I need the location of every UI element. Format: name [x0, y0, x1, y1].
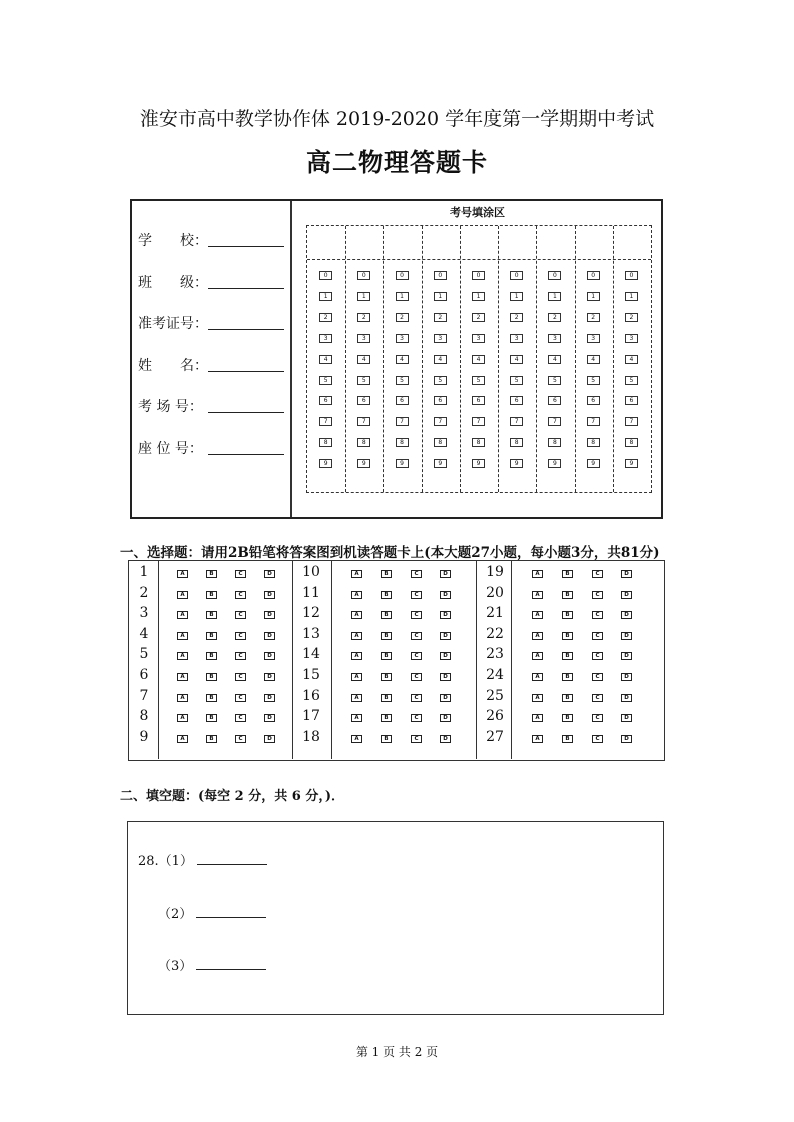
question-number: 24 — [486, 667, 504, 683]
option-bubble-b[interactable]: B — [381, 632, 392, 640]
digit-bubble[interactable]: 8 — [434, 438, 447, 447]
option-bubble-d[interactable]: D — [621, 652, 632, 660]
digit-bubble[interactable]: 7 — [548, 417, 561, 426]
grid-column-divider — [345, 226, 346, 492]
question-number: 9 — [139, 728, 149, 745]
option-bubble-b[interactable]: B — [206, 632, 217, 640]
digit-bubble[interactable]: 5 — [587, 376, 600, 385]
option-bubble-a[interactable]: A — [532, 694, 543, 702]
option-bubble-b[interactable]: B — [381, 611, 392, 619]
field-input-line[interactable] — [208, 454, 284, 455]
question-number: 22 — [486, 625, 504, 642]
option-bubble-b[interactable]: B — [562, 673, 573, 681]
option-bubble-d[interactable]: D — [264, 632, 275, 640]
digit-write-box[interactable] — [498, 226, 536, 259]
option-bubble-c[interactable]: C — [592, 694, 603, 702]
blank-answer-line[interactable] — [196, 958, 266, 970]
option-bubble-b[interactable]: B — [206, 694, 217, 702]
digit-bubble[interactable]: 3 — [434, 334, 447, 343]
digit-bubble[interactable]: 5 — [510, 376, 523, 385]
digit-bubble[interactable]: 2 — [319, 313, 332, 322]
option-bubble-c[interactable]: C — [235, 694, 246, 702]
blank-label: （3） — [158, 959, 193, 974]
digit-bubble[interactable]: 0 — [472, 271, 485, 280]
question-number: 1 — [139, 564, 149, 580]
option-bubble-c[interactable]: C — [411, 694, 422, 702]
question-number: 15 — [302, 667, 320, 683]
digit-write-box[interactable] — [345, 226, 383, 259]
option-bubble-a[interactable]: A — [177, 570, 188, 578]
option-bubble-c[interactable]: C — [592, 611, 603, 619]
option-bubble-b[interactable]: B — [562, 714, 573, 722]
digit-bubble[interactable]: 8 — [548, 438, 561, 447]
section1-title: 一、选择题：请用2B铅笔将答案图到机读答题卡上(本大题27小题，每小题3分，共81分) — [120, 545, 660, 561]
digit-bubble[interactable]: 9 — [396, 459, 409, 468]
digit-bubble[interactable]: 6 — [472, 396, 485, 405]
digit-bubble[interactable]: 1 — [472, 292, 485, 301]
question-number: 27 — [486, 728, 504, 745]
option-bubble-a[interactable]: A — [351, 735, 362, 743]
option-bubble-b[interactable]: B — [562, 570, 573, 578]
column-divider — [511, 561, 512, 759]
digit-bubble[interactable]: 9 — [510, 459, 523, 468]
digit-bubble[interactable]: 2 — [357, 313, 370, 322]
option-bubble-a[interactable]: A — [177, 735, 188, 743]
option-bubble-d[interactable]: D — [264, 714, 275, 722]
digit-bubble[interactable]: 7 — [357, 417, 370, 426]
grid-column-divider — [536, 226, 537, 492]
question-number: 14 — [302, 646, 320, 663]
digit-bubble[interactable]: 6 — [510, 396, 523, 405]
grid-column-divider — [575, 226, 576, 492]
digit-bubble[interactable]: 7 — [434, 417, 447, 426]
option-bubble-c[interactable]: C — [592, 714, 603, 722]
option-bubble-d[interactable]: D — [264, 652, 275, 660]
option-bubble-c[interactable]: C — [411, 591, 422, 599]
digit-bubble[interactable]: 8 — [357, 438, 370, 447]
option-bubble-b[interactable]: B — [381, 694, 392, 702]
digit-bubble[interactable]: 8 — [396, 438, 409, 447]
question-number: 5 — [139, 646, 149, 663]
digit-bubble[interactable]: 8 — [587, 438, 600, 447]
grid-column-divider — [498, 226, 499, 492]
digit-write-box[interactable] — [613, 226, 651, 259]
question-number: 19 — [486, 564, 504, 580]
digit-write-box[interactable] — [422, 226, 460, 259]
digit-bubble[interactable]: 8 — [510, 438, 523, 447]
option-bubble-c[interactable]: C — [235, 673, 246, 681]
option-bubble-c[interactable]: C — [235, 591, 246, 599]
digit-bubble[interactable]: 4 — [434, 355, 447, 364]
option-bubble-c[interactable]: C — [592, 673, 603, 681]
digit-bubble[interactable]: 0 — [625, 271, 638, 280]
digit-bubble[interactable]: 9 — [548, 459, 561, 468]
digit-bubble[interactable]: 1 — [510, 292, 523, 301]
digit-bubble[interactable]: 9 — [319, 459, 332, 468]
digit-bubble[interactable]: 1 — [587, 292, 600, 301]
blank-row — [158, 903, 266, 922]
blank-row — [158, 955, 266, 974]
option-bubble-a[interactable]: A — [177, 632, 188, 640]
option-bubble-d[interactable]: D — [440, 591, 451, 599]
digit-bubble[interactable]: 5 — [472, 376, 485, 385]
question-number: 21 — [486, 605, 504, 622]
digit-bubble[interactable]: 2 — [472, 313, 485, 322]
digit-bubble[interactable]: 6 — [625, 396, 638, 405]
digit-bubble[interactable]: 1 — [396, 292, 409, 301]
option-bubble-d[interactable]: D — [264, 694, 275, 702]
option-bubble-d[interactable]: D — [621, 611, 632, 619]
digit-bubble[interactable]: 3 — [587, 334, 600, 343]
digit-bubble[interactable]: 6 — [319, 396, 332, 405]
option-bubble-d[interactable]: D — [440, 611, 451, 619]
digit-bubble[interactable]: 0 — [510, 271, 523, 280]
option-bubble-c[interactable]: C — [592, 570, 603, 578]
digit-bubble[interactable]: 4 — [357, 355, 370, 364]
option-bubble-a[interactable]: A — [177, 652, 188, 660]
blank-label: 28.（1） — [138, 854, 193, 869]
option-bubble-c[interactable]: C — [411, 632, 422, 640]
option-bubble-a[interactable]: A — [532, 632, 543, 640]
question-number: 23 — [486, 646, 504, 663]
option-bubble-c[interactable]: C — [411, 673, 422, 681]
field-input-line[interactable] — [208, 412, 284, 413]
option-bubble-b[interactable]: B — [562, 735, 573, 743]
option-bubble-d[interactable]: D — [440, 714, 451, 722]
question-number: 11 — [302, 584, 320, 601]
digit-bubble[interactable]: 9 — [625, 459, 638, 468]
student-info-box — [130, 199, 663, 519]
digit-bubble[interactable]: 7 — [319, 417, 332, 426]
exam-subtitle: 淮安市高中教学协作体 2019-2020 学年度第一学期期中考试 — [139, 108, 655, 130]
digit-bubble[interactable]: 3 — [510, 334, 523, 343]
column-divider — [292, 561, 293, 759]
option-bubble-b[interactable]: B — [381, 591, 392, 599]
option-bubble-d[interactable]: D — [264, 570, 275, 578]
digit-bubble[interactable]: 3 — [472, 334, 485, 343]
digit-write-box[interactable] — [307, 226, 345, 259]
option-bubble-b[interactable]: B — [381, 570, 392, 578]
option-bubble-b[interactable]: B — [381, 714, 392, 722]
option-bubble-a[interactable]: A — [177, 673, 188, 681]
option-bubble-a[interactable]: A — [177, 694, 188, 702]
field-label: 姓 名： — [138, 357, 208, 374]
field-label: 学 校： — [138, 233, 208, 249]
option-bubble-d[interactable]: D — [440, 652, 451, 660]
digit-bubble[interactable]: 1 — [434, 292, 447, 301]
option-bubble-c[interactable]: C — [235, 714, 246, 722]
option-bubble-a[interactable]: A — [351, 570, 362, 578]
digit-bubble[interactable]: 1 — [357, 292, 370, 301]
question-number: 26 — [486, 708, 504, 725]
option-bubble-c[interactable]: C — [235, 632, 246, 640]
digit-bubble[interactable]: 1 — [548, 292, 561, 301]
digit-bubble[interactable]: 3 — [396, 334, 409, 343]
digit-bubble[interactable]: 4 — [472, 355, 485, 364]
question-number: 12 — [302, 605, 320, 622]
option-bubble-b[interactable]: B — [206, 611, 217, 619]
blank-row — [138, 850, 267, 869]
digit-bubble[interactable]: 0 — [319, 271, 332, 280]
fill-in-box — [127, 821, 664, 1015]
option-bubble-b[interactable]: B — [381, 652, 392, 660]
grid-header-divider — [307, 259, 651, 260]
digit-bubble[interactable]: 5 — [434, 376, 447, 385]
digit-bubble[interactable]: 9 — [434, 459, 447, 468]
field-input-line[interactable] — [208, 246, 284, 247]
option-bubble-d[interactable]: D — [264, 673, 275, 681]
digit-bubble[interactable]: 5 — [357, 376, 370, 385]
digit-bubble[interactable]: 3 — [625, 334, 638, 343]
option-bubble-b[interactable]: B — [562, 652, 573, 660]
option-bubble-b[interactable]: B — [206, 570, 217, 578]
option-bubble-c[interactable]: C — [235, 611, 246, 619]
option-bubble-c[interactable]: C — [411, 714, 422, 722]
digit-bubble[interactable]: 9 — [587, 459, 600, 468]
digit-bubble[interactable]: 4 — [319, 355, 332, 364]
option-bubble-c[interactable]: C — [411, 611, 422, 619]
digit-bubble[interactable]: 6 — [396, 396, 409, 405]
question-number: 3 — [139, 605, 149, 622]
option-bubble-a[interactable]: A — [351, 591, 362, 599]
section2-title: 二、填空题：(每空 2 分，共 6 分，)． — [120, 789, 344, 804]
option-bubble-b[interactable]: B — [562, 611, 573, 619]
digit-write-box[interactable] — [575, 226, 613, 259]
digit-bubble[interactable]: 3 — [548, 334, 561, 343]
option-bubble-d[interactable]: D — [621, 714, 632, 722]
option-bubble-a[interactable]: A — [177, 611, 188, 619]
page-title: 高二物理答题卡 — [305, 148, 488, 177]
digit-bubble[interactable]: 4 — [587, 355, 600, 364]
digit-bubble[interactable]: 7 — [587, 417, 600, 426]
blank-answer-line[interactable] — [196, 906, 266, 918]
field-input-line[interactable] — [208, 288, 284, 289]
question-number: 4 — [139, 625, 149, 642]
digit-bubble[interactable]: 0 — [548, 271, 561, 280]
question-number: 13 — [302, 625, 320, 642]
option-bubble-a[interactable]: A — [351, 652, 362, 660]
digit-bubble[interactable]: 6 — [548, 396, 561, 405]
digit-bubble[interactable]: 4 — [625, 355, 638, 364]
digit-bubble[interactable]: 5 — [548, 376, 561, 385]
option-bubble-b[interactable]: B — [562, 694, 573, 702]
option-bubble-b[interactable]: B — [206, 652, 217, 660]
option-bubble-a[interactable]: A — [351, 611, 362, 619]
digit-bubble[interactable]: 3 — [357, 334, 370, 343]
option-bubble-a[interactable]: A — [177, 714, 188, 722]
option-bubble-d[interactable]: D — [440, 735, 451, 743]
option-bubble-c[interactable]: C — [235, 570, 246, 578]
digit-bubble[interactable]: 6 — [357, 396, 370, 405]
digit-bubble[interactable]: 2 — [548, 313, 561, 322]
option-bubble-a[interactable]: A — [532, 591, 543, 599]
option-bubble-b[interactable]: B — [562, 591, 573, 599]
option-bubble-a[interactable]: A — [351, 694, 362, 702]
blank-label: （2） — [158, 907, 193, 922]
digit-write-box[interactable] — [383, 226, 421, 259]
page-footer: 第 1 页 共 2 页 — [355, 1045, 439, 1059]
digit-bubble[interactable]: 2 — [625, 313, 638, 322]
option-bubble-b[interactable]: B — [381, 735, 392, 743]
option-bubble-d[interactable]: D — [621, 735, 632, 743]
option-bubble-d[interactable]: D — [264, 735, 275, 743]
digit-bubble[interactable]: 2 — [434, 313, 447, 322]
option-bubble-c[interactable]: C — [411, 652, 422, 660]
digit-bubble[interactable]: 2 — [587, 313, 600, 322]
option-bubble-d[interactable]: D — [264, 611, 275, 619]
option-bubble-a[interactable]: A — [532, 570, 543, 578]
digit-bubble[interactable]: 3 — [319, 334, 332, 343]
digit-bubble[interactable]: 2 — [510, 313, 523, 322]
option-bubble-c[interactable]: C — [592, 591, 603, 599]
grid-column-divider — [383, 226, 384, 492]
multiple-choice-table — [128, 560, 665, 761]
divider — [290, 201, 292, 517]
option-bubble-d[interactable]: D — [621, 673, 632, 681]
question-number: 6 — [139, 667, 149, 683]
option-bubble-c[interactable]: C — [411, 570, 422, 578]
field-label: 座 位 号： — [138, 440, 203, 457]
digit-bubble[interactable]: 7 — [625, 417, 638, 426]
digit-bubble[interactable]: 7 — [472, 417, 485, 426]
option-bubble-c[interactable]: C — [235, 735, 246, 743]
option-bubble-b[interactable]: B — [381, 673, 392, 681]
question-number: 8 — [139, 708, 149, 725]
grid-column-divider — [613, 226, 614, 492]
option-bubble-a[interactable]: A — [532, 652, 543, 660]
option-bubble-c[interactable]: C — [592, 735, 603, 743]
option-bubble-d[interactable]: D — [621, 632, 632, 640]
option-bubble-b[interactable]: B — [206, 591, 217, 599]
column-divider — [476, 561, 477, 759]
option-bubble-c[interactable]: C — [592, 652, 603, 660]
option-bubble-a[interactable]: A — [351, 714, 362, 722]
question-number: 16 — [302, 687, 320, 704]
digit-bubble[interactable]: 6 — [434, 396, 447, 405]
digit-bubble[interactable]: 5 — [319, 376, 332, 385]
option-bubble-b[interactable]: B — [206, 735, 217, 743]
option-bubble-a[interactable]: A — [177, 591, 188, 599]
field-input-line[interactable] — [208, 329, 284, 330]
blank-answer-line[interactable] — [197, 853, 267, 865]
digit-bubble[interactable]: 9 — [357, 459, 370, 468]
question-number: 17 — [302, 708, 320, 725]
digit-bubble[interactable]: 6 — [587, 396, 600, 405]
digit-write-box[interactable] — [460, 226, 498, 259]
option-bubble-d[interactable]: D — [264, 591, 275, 599]
option-bubble-d[interactable]: D — [621, 591, 632, 599]
option-bubble-d[interactable]: D — [621, 694, 632, 702]
grid-column-divider — [460, 226, 461, 492]
option-bubble-a[interactable]: A — [532, 673, 543, 681]
option-bubble-a[interactable]: A — [532, 735, 543, 743]
digit-bubble[interactable]: 8 — [625, 438, 638, 447]
question-number: 7 — [139, 687, 149, 704]
option-bubble-c[interactable]: C — [592, 632, 603, 640]
digit-bubble[interactable]: 0 — [357, 271, 370, 280]
exam-id-zone-title: 考号填涂区 — [450, 206, 505, 219]
question-number: 2 — [139, 584, 149, 601]
option-bubble-a[interactable]: A — [351, 673, 362, 681]
digit-write-box[interactable] — [536, 226, 574, 259]
digit-bubble[interactable]: 1 — [625, 292, 638, 301]
digit-bubble[interactable]: 0 — [587, 271, 600, 280]
option-bubble-b[interactable]: B — [206, 714, 217, 722]
option-bubble-d[interactable]: D — [440, 694, 451, 702]
digit-bubble[interactable]: 8 — [319, 438, 332, 447]
digit-bubble[interactable]: 0 — [434, 271, 447, 280]
digit-bubble[interactable]: 4 — [396, 355, 409, 364]
digit-bubble[interactable]: 2 — [396, 313, 409, 322]
digit-bubble[interactable]: 8 — [472, 438, 485, 447]
option-bubble-a[interactable]: A — [351, 632, 362, 640]
question-number: 18 — [302, 728, 320, 745]
option-bubble-c[interactable]: C — [235, 652, 246, 660]
digit-bubble[interactable]: 5 — [396, 376, 409, 385]
option-bubble-d[interactable]: D — [440, 632, 451, 640]
field-label: 班 级： — [138, 274, 208, 291]
question-number: 10 — [302, 564, 320, 580]
digit-bubble[interactable]: 4 — [510, 355, 523, 364]
column-divider — [331, 561, 332, 759]
digit-bubble[interactable]: 9 — [472, 459, 485, 468]
digit-bubble[interactable]: 7 — [510, 417, 523, 426]
question-number: 20 — [486, 584, 504, 601]
digit-bubble[interactable]: 0 — [396, 271, 409, 280]
option-bubble-a[interactable]: A — [532, 714, 543, 722]
digit-bubble[interactable]: 1 — [319, 292, 332, 301]
option-bubble-c[interactable]: C — [411, 735, 422, 743]
option-bubble-b[interactable]: B — [206, 673, 217, 681]
field-label: 考 场 号： — [138, 399, 203, 415]
option-bubble-d[interactable]: D — [621, 570, 632, 578]
option-bubble-a[interactable]: A — [532, 611, 543, 619]
field-label: 准考证号： — [138, 316, 208, 332]
digit-bubble[interactable]: 7 — [396, 417, 409, 426]
digit-bubble[interactable]: 5 — [625, 376, 638, 385]
question-number: 25 — [486, 687, 504, 704]
option-bubble-d[interactable]: D — [440, 673, 451, 681]
option-bubble-d[interactable]: D — [440, 570, 451, 578]
option-bubble-b[interactable]: B — [562, 632, 573, 640]
field-input-line[interactable] — [208, 371, 284, 372]
exam-id-grid — [306, 225, 652, 493]
digit-bubble[interactable]: 4 — [548, 355, 561, 364]
grid-column-divider — [422, 226, 423, 492]
